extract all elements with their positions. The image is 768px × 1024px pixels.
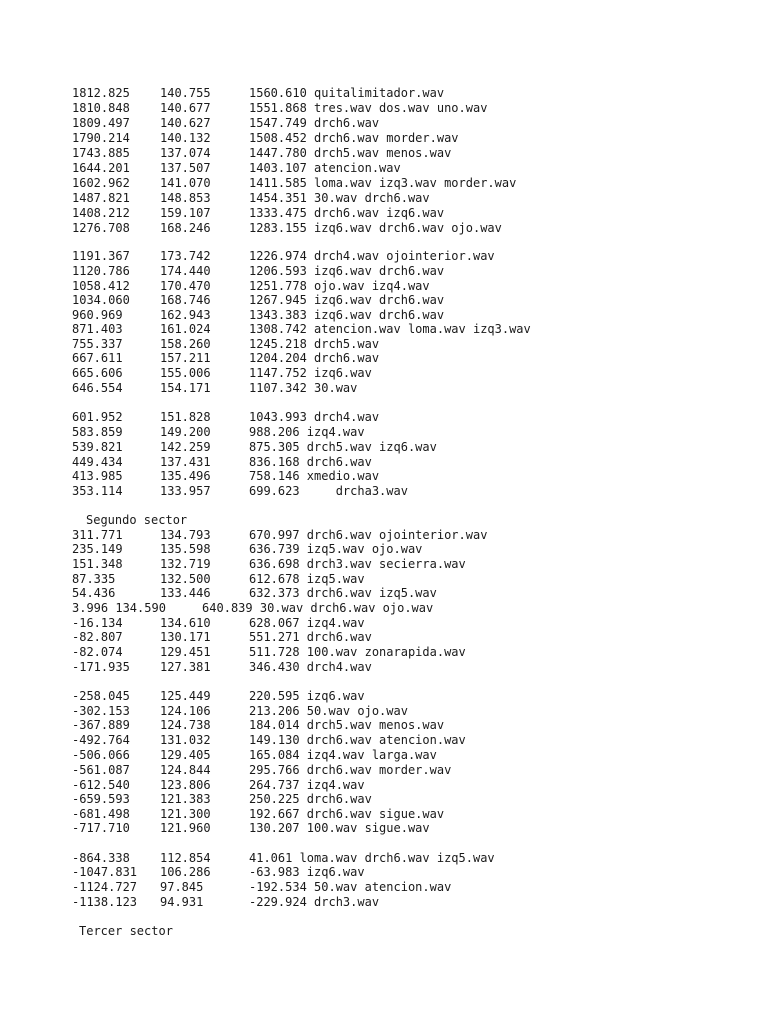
data-row — [0, 191, 768, 206]
time-and-audio-files: 988.206 izq4.wav — [249, 425, 365, 439]
distance-value: 1812.825 — [72, 86, 130, 100]
data-row — [0, 131, 768, 146]
time-and-audio-files: -229.924 drch3.wav — [249, 895, 380, 909]
speed-value: 173.742 — [160, 249, 211, 263]
speed-value: 94.931 — [160, 895, 204, 909]
time-and-audio-files: 699.623 drcha3.wav — [249, 484, 408, 498]
data-row — [0, 851, 768, 866]
distance-value: 583.859 — [72, 425, 123, 439]
distance-value: 1487.821 — [72, 191, 130, 205]
distance-value: 54.436 — [72, 586, 116, 600]
data-row — [0, 146, 768, 161]
data-row — [0, 86, 768, 101]
odd-data-line: 3.996 134.590 640.839 30.wav drch6.wav ojo.wav — [72, 601, 434, 615]
time-and-audio-files: 1508.452 drch6.wav morder.wav — [249, 131, 459, 145]
time-and-audio-files: 213.206 50.wav ojo.wav — [249, 704, 408, 718]
time-and-audio-files: 346.430 drch4.wav — [249, 660, 372, 674]
time-and-audio-files: -63.983 izq6.wav — [249, 865, 365, 879]
distance-value: -612.540 — [72, 778, 130, 792]
data-row — [0, 206, 768, 221]
distance-value: 1276.708 — [72, 221, 130, 235]
data-row — [0, 778, 768, 793]
distance-value: 1058.412 — [72, 279, 130, 293]
distance-value: -82.807 — [72, 630, 123, 644]
tercer-sector-heading: Tercer sector — [79, 924, 173, 938]
speed-value: 135.598 — [160, 542, 211, 556]
data-row — [0, 469, 768, 484]
data-row — [0, 630, 768, 645]
data-row — [0, 440, 768, 455]
speed-value: 148.853 — [160, 191, 211, 205]
speed-value: 168.746 — [160, 293, 211, 307]
speed-value: 121.960 — [160, 821, 211, 835]
data-row — [0, 176, 768, 191]
time-and-audio-files: 636.698 drch3.wav secierra.wav — [249, 557, 466, 571]
time-and-audio-files: 1547.749 drch6.wav — [249, 116, 380, 130]
distance-value: 1809.497 — [72, 116, 130, 130]
time-and-audio-files: 1226.974 drch4.wav ojointerior.wav — [249, 249, 495, 263]
data-row — [0, 116, 768, 131]
speed-value: 158.260 — [160, 337, 211, 351]
segundo-sector-heading: Segundo sector — [86, 513, 188, 527]
time-and-audio-files: 1411.585 loma.wav izq3.wav morder.wav — [249, 176, 517, 190]
speed-value: 140.755 — [160, 86, 211, 100]
data-row — [0, 807, 768, 822]
time-and-audio-files: 1308.742 atencion.wav loma.wav izq3.wav — [249, 322, 531, 336]
distance-value: 151.348 — [72, 557, 123, 571]
distance-value: -82.074 — [72, 645, 123, 659]
data-row — [0, 381, 768, 396]
data-row — [0, 455, 768, 470]
data-row — [0, 557, 768, 572]
speed-value: 106.286 — [160, 865, 211, 879]
time-and-audio-files: 1454.351 30.wav drch6.wav — [249, 191, 430, 205]
speed-value: 132.500 — [160, 572, 211, 586]
time-and-audio-files: 1147.752 izq6.wav — [249, 366, 372, 380]
distance-value: 871.403 — [72, 322, 123, 336]
time-and-audio-files: -192.534 50.wav atencion.wav — [249, 880, 452, 894]
time-and-audio-files: 41.061 loma.wav drch6.wav izq5.wav — [249, 851, 495, 865]
speed-value: 157.211 — [160, 351, 211, 365]
distance-value: 665.606 — [72, 366, 123, 380]
speed-value: 142.259 — [160, 440, 211, 454]
data-row — [0, 572, 768, 587]
distance-value: -1138.123 — [72, 895, 138, 909]
time-and-audio-files: 165.084 izq4.wav larga.wav — [249, 748, 437, 762]
time-and-audio-files: 1245.218 drch5.wav — [249, 337, 380, 351]
distance-value: 960.969 — [72, 308, 123, 322]
distance-value: 87.335 — [72, 572, 116, 586]
speed-value: 133.957 — [160, 484, 211, 498]
distance-value: -171.935 — [72, 660, 130, 674]
distance-value: 1790.214 — [72, 131, 130, 145]
time-and-audio-files: 1267.945 izq6.wav drch6.wav — [249, 293, 445, 307]
distance-value: 646.554 — [72, 381, 123, 395]
distance-value: 1644.201 — [72, 161, 130, 175]
data-row — [0, 645, 768, 660]
speed-value: 121.383 — [160, 792, 211, 806]
time-and-audio-files: 220.595 izq6.wav — [249, 689, 365, 703]
time-and-audio-files: 184.014 drch5.wav menos.wav — [249, 718, 445, 732]
time-and-audio-files: 612.678 izq5.wav — [249, 572, 365, 586]
data-row — [0, 366, 768, 381]
speed-value: 141.070 — [160, 176, 211, 190]
speed-value: 137.074 — [160, 146, 211, 160]
time-and-audio-files: 1251.778 ojo.wav izq4.wav — [249, 279, 430, 293]
time-and-audio-files: 758.146 xmedio.wav — [249, 469, 380, 483]
data-row — [0, 616, 768, 631]
speed-value: 137.431 — [160, 455, 211, 469]
time-and-audio-files: 130.207 100.wav sigue.wav — [249, 821, 430, 835]
time-and-audio-files: 875.305 drch5.wav izq6.wav — [249, 440, 437, 454]
distance-value: -302.153 — [72, 704, 130, 718]
speed-value: 97.845 — [160, 880, 204, 894]
data-row — [0, 308, 768, 323]
distance-value: 1602.962 — [72, 176, 130, 190]
time-and-audio-files: 1206.593 izq6.wav drch6.wav — [249, 264, 445, 278]
distance-value: 235.149 — [72, 542, 123, 556]
time-and-audio-files: 192.667 drch6.wav sigue.wav — [249, 807, 445, 821]
distance-value: -659.593 — [72, 792, 130, 806]
data-row — [0, 792, 768, 807]
data-row — [0, 718, 768, 733]
time-and-audio-files: 632.373 drch6.wav izq5.wav — [249, 586, 437, 600]
distance-value: -1124.727 — [72, 880, 138, 894]
distance-value: -258.045 — [72, 689, 130, 703]
speed-value: 159.107 — [160, 206, 211, 220]
data-row — [0, 484, 768, 499]
distance-value: 1743.885 — [72, 146, 130, 160]
time-and-audio-files: 628.067 izq4.wav — [249, 616, 365, 630]
speed-value: 131.032 — [160, 733, 211, 747]
speed-value: 134.610 — [160, 616, 211, 630]
time-and-audio-files: 1551.868 tres.wav dos.wav uno.wav — [249, 101, 488, 115]
data-row — [0, 733, 768, 748]
speed-value: 133.446 — [160, 586, 211, 600]
data-row — [0, 351, 768, 366]
data-row — [0, 542, 768, 557]
distance-value: -492.764 — [72, 733, 130, 747]
data-row — [0, 763, 768, 778]
time-and-audio-files: 636.739 izq5.wav ojo.wav — [249, 542, 423, 556]
time-and-audio-files: 836.168 drch6.wav — [249, 455, 372, 469]
data-row — [0, 161, 768, 176]
distance-value: -561.087 — [72, 763, 130, 777]
speed-value: 162.943 — [160, 308, 211, 322]
time-and-audio-files: 1447.780 drch5.wav menos.wav — [249, 146, 452, 160]
speed-value: 124.738 — [160, 718, 211, 732]
data-row — [0, 660, 768, 675]
data-row — [0, 689, 768, 704]
data-row — [0, 410, 768, 425]
speed-value: 127.381 — [160, 660, 211, 674]
distance-value: -1047.831 — [72, 865, 138, 879]
speed-value: 137.507 — [160, 161, 211, 175]
speed-value: 161.024 — [160, 322, 211, 336]
distance-value: 1120.786 — [72, 264, 130, 278]
distance-value: 413.985 — [72, 469, 123, 483]
data-row — [0, 101, 768, 116]
speed-value: 129.451 — [160, 645, 211, 659]
speed-value: 112.854 — [160, 851, 211, 865]
speed-value: 140.677 — [160, 101, 211, 115]
speed-value: 124.106 — [160, 704, 211, 718]
distance-value: 353.114 — [72, 484, 123, 498]
speed-value: 140.627 — [160, 116, 211, 130]
time-and-audio-files: 295.766 drch6.wav morder.wav — [249, 763, 452, 777]
speed-value: 170.470 — [160, 279, 211, 293]
data-row — [0, 425, 768, 440]
distance-value: -717.710 — [72, 821, 130, 835]
speed-value: 124.844 — [160, 763, 211, 777]
time-and-audio-files: 1560.610 quitalimitador.wav — [249, 86, 445, 100]
time-and-audio-files: 1343.383 izq6.wav drch6.wav — [249, 308, 445, 322]
data-row — [0, 880, 768, 895]
data-row — [0, 279, 768, 294]
speed-value: 134.793 — [160, 528, 211, 542]
distance-value: 601.952 — [72, 410, 123, 424]
speed-value: 129.405 — [160, 748, 211, 762]
distance-value: -367.889 — [72, 718, 130, 732]
time-and-audio-files: 1043.993 drch4.wav — [249, 410, 380, 424]
speed-value: 125.449 — [160, 689, 211, 703]
time-and-audio-files: 250.225 drch6.wav — [249, 792, 372, 806]
distance-value: 539.821 — [72, 440, 123, 454]
speed-value: 135.496 — [160, 469, 211, 483]
time-and-audio-files: 1204.204 drch6.wav — [249, 351, 380, 365]
speed-value: 123.806 — [160, 778, 211, 792]
data-row — [0, 704, 768, 719]
data-row — [0, 895, 768, 910]
distance-value: 1810.848 — [72, 101, 130, 115]
time-and-audio-files: 1107.342 30.wav — [249, 381, 358, 395]
speed-value: 168.246 — [160, 221, 211, 235]
data-row — [0, 293, 768, 308]
distance-value: -506.066 — [72, 748, 130, 762]
distance-value: -16.134 — [72, 616, 123, 630]
speed-value: 121.300 — [160, 807, 211, 821]
speed-value: 130.171 — [160, 630, 211, 644]
time-and-audio-files: 264.737 izq4.wav — [249, 778, 365, 792]
distance-value: 311.771 — [72, 528, 123, 542]
speed-value: 132.719 — [160, 557, 211, 571]
time-and-audio-files: 1403.107 atencion.wav — [249, 161, 401, 175]
data-row — [0, 337, 768, 352]
distance-value: -681.498 — [72, 807, 130, 821]
distance-value: -864.338 — [72, 851, 130, 865]
distance-value: 449.434 — [72, 455, 123, 469]
data-row — [0, 528, 768, 543]
data-row — [0, 821, 768, 836]
data-row — [0, 221, 768, 236]
speed-value: 155.006 — [160, 366, 211, 380]
time-and-audio-files: 670.997 drch6.wav ojointerior.wav — [249, 528, 488, 542]
data-row — [0, 586, 768, 601]
distance-value: 667.611 — [72, 351, 123, 365]
time-and-audio-files: 551.271 drch6.wav — [249, 630, 372, 644]
speed-value: 174.440 — [160, 264, 211, 278]
distance-value: 1034.060 — [72, 293, 130, 307]
time-and-audio-files: 1333.475 drch6.wav izq6.wav — [249, 206, 445, 220]
speed-value: 140.132 — [160, 131, 211, 145]
distance-value: 755.337 — [72, 337, 123, 351]
data-row — [0, 322, 768, 337]
time-and-audio-files: 149.130 drch6.wav atencion.wav — [249, 733, 466, 747]
distance-value: 1408.212 — [72, 206, 130, 220]
data-row — [0, 249, 768, 264]
data-row — [0, 748, 768, 763]
speed-value: 149.200 — [160, 425, 211, 439]
data-row — [0, 865, 768, 880]
time-and-audio-files: 1283.155 izq6.wav drch6.wav ojo.wav — [249, 221, 502, 235]
speed-value: 151.828 — [160, 410, 211, 424]
data-row — [0, 264, 768, 279]
time-and-audio-files: 511.728 100.wav zonarapida.wav — [249, 645, 466, 659]
speed-value: 154.171 — [160, 381, 211, 395]
distance-value: 1191.367 — [72, 249, 130, 263]
